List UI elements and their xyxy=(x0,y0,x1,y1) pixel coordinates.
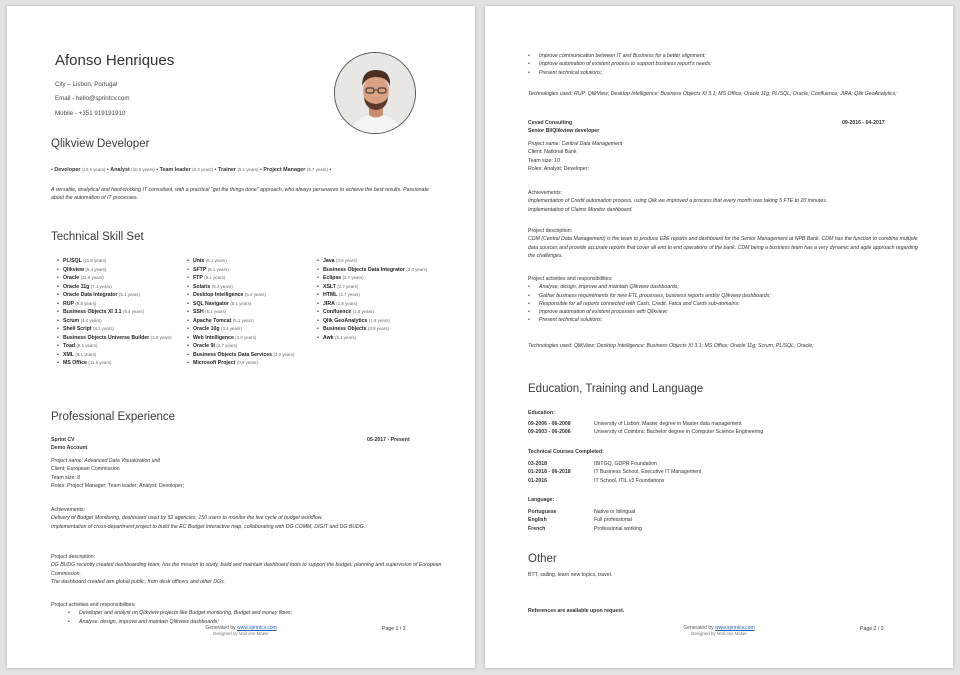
contact-email: Email - hello@sprintcv.com xyxy=(55,95,130,102)
skill-item xyxy=(55,308,183,317)
skill-item xyxy=(315,257,443,266)
role-years: (10.5 years) xyxy=(81,167,106,172)
skill-item xyxy=(185,317,313,326)
skill-years: (2.7 years) xyxy=(338,292,360,297)
education-row-key: 09-2006 - 06-2008 xyxy=(528,421,571,427)
skill-years: (5.4 years) xyxy=(244,292,266,297)
language-row-key: Portuguese xyxy=(528,509,557,515)
course-row xyxy=(528,468,928,476)
skill-years: (1.8 years) xyxy=(368,317,390,323)
skill-item xyxy=(185,266,313,275)
job2-title: Senior BI/Qlikview developer xyxy=(528,128,600,134)
skills-column-3 xyxy=(315,257,443,342)
role-name: Trainer xyxy=(218,167,237,173)
skill-item xyxy=(185,351,313,360)
skill-name: XSLT xyxy=(323,283,336,290)
skill-years: (5.4 years) xyxy=(122,309,144,314)
skill-item xyxy=(55,342,183,351)
skill-item xyxy=(185,342,313,351)
footer-link[interactable]: www.sprintcv.com xyxy=(237,625,277,631)
course-row-value: IT Business School, Executive IT Management xyxy=(594,469,702,476)
job1-achievements xyxy=(51,506,443,531)
activity-item: • Improve automation of existent processes with Qlikview; xyxy=(511,308,948,316)
skill-years: (5.4 years) xyxy=(211,283,233,289)
language-row xyxy=(528,508,928,516)
skill-years: (4.4 years) xyxy=(80,317,102,323)
job1-activities xyxy=(51,601,451,626)
course-row xyxy=(528,477,928,485)
skill-years: (2.7 years) xyxy=(337,283,359,289)
skills-column-1 xyxy=(55,257,183,368)
achievement-item: Delivery of Budget Monitoring, dashboard used by 52 agencies, 150 users to monitor the live cycle of budget workflow. xyxy=(51,515,323,522)
skill-years: (2.7 years) xyxy=(342,275,364,280)
skills-column-2 xyxy=(185,257,313,368)
job2-achievements xyxy=(528,189,928,214)
role-name: Analyst xyxy=(110,167,130,173)
skill-name: Oracle Data Integrator xyxy=(63,292,118,298)
activity-item: • Present technical solutions; xyxy=(511,69,931,77)
course-row-value: IBITGQ, GDPR Foundation xyxy=(594,461,657,467)
skill-years: (5.1 years) xyxy=(335,334,357,340)
footer-generated-text: Generated by xyxy=(683,625,714,631)
contact-city: City – Lisbon, Portugal xyxy=(55,81,118,88)
avatar xyxy=(334,52,416,134)
skill-years: (7.1 years) xyxy=(90,283,112,289)
role-name: Developer xyxy=(54,167,81,173)
education-label: Education: xyxy=(528,410,555,416)
skill-years: (0.8 years) xyxy=(236,360,258,365)
education-row-value: University of Coimbra: Bachelor degree in Computer Science Engineering xyxy=(594,429,764,436)
description-text: DG BUDG recently created dashboarding team, has the mission to study, build and maintain dashboard tools to support the budget, planning and supervision of European Commission. xyxy=(51,562,442,577)
skill-name: MS Office xyxy=(63,360,87,366)
course-row xyxy=(528,460,928,468)
skill-years: (1.8 years) xyxy=(352,309,374,314)
job2-description xyxy=(528,227,920,260)
skill-years: (8.1 years) xyxy=(93,326,114,331)
job1-title: Demo Account xyxy=(51,445,88,451)
skill-name: Qlikview xyxy=(63,266,85,273)
education-row-value: University of Lisbon: Master degree in Master data management xyxy=(594,421,742,427)
education-row xyxy=(528,420,928,428)
job1-technologies: Technologies used: RUP; QlikView; Desktop Intelligence; Business Objects XI 3.1; MS Office; Oracle 11g; PL/SQL; Oracle; Confluence; JIRA; Qlik GeoAnalytics; xyxy=(528,91,897,97)
activity-item: • Analyse, design, improve and maintain Qlikview dashboards; xyxy=(511,283,948,291)
skill-item xyxy=(55,266,183,275)
skill-years: (5.1 years) xyxy=(230,300,252,306)
job1-team-size: Team size: 8 xyxy=(51,474,81,481)
skill-years: (0.8 years) xyxy=(368,326,389,331)
footer-designed: Designed by Mail-ase Maker xyxy=(213,631,269,636)
skill-years: (3.0 years) xyxy=(273,351,295,357)
skill-years: (3.8 years) xyxy=(336,258,357,263)
skill-item xyxy=(185,291,313,300)
skill-name: Oracle 9i xyxy=(193,343,215,349)
profile-summary: A versatile, analytical and hard-working IT consultant, with a practical "get the things done" approach, who always perseveres to achieve the best results. Passionate about the automation of IT processes. xyxy=(51,187,429,202)
language-row-value: Full professional xyxy=(594,517,632,524)
job1-client: Client: European Commission xyxy=(51,466,120,473)
experience-heading: Professional Experience xyxy=(51,411,176,423)
achievements-label: Achievements: xyxy=(51,507,86,513)
references-note: References are available upon request. xyxy=(528,608,625,614)
skill-name: Business Objects Universe Builder xyxy=(63,334,150,341)
job1-company: Sprint CV xyxy=(51,437,75,443)
skill-item xyxy=(55,283,183,292)
skill-years: (11.6 years) xyxy=(80,275,104,280)
skill-item xyxy=(185,308,313,317)
skill-years: (3.8 years) xyxy=(150,334,172,340)
skill-item xyxy=(55,334,183,343)
language-row xyxy=(528,525,928,533)
skill-name: SSH xyxy=(193,309,204,315)
skill-item xyxy=(185,359,313,368)
language-row-key: French xyxy=(528,525,546,532)
language-list xyxy=(528,508,928,533)
skill-item xyxy=(185,283,313,292)
job1-activities-continued xyxy=(511,52,931,77)
skill-years: (9.8 years) xyxy=(75,300,97,306)
skill-item xyxy=(55,300,183,309)
activity-item: • Present technical solutions; xyxy=(511,316,948,324)
role-years: (5.7 years) xyxy=(306,167,328,172)
skill-years: (5.1 years) xyxy=(118,292,140,297)
language-row-key: English xyxy=(528,517,547,524)
skill-years: (3.0 years) xyxy=(406,266,428,272)
skill-years: (5.4 years) xyxy=(85,266,107,272)
skill-name: SFTP xyxy=(193,266,207,273)
person-photo-icon xyxy=(335,53,416,134)
skill-name: Solaris xyxy=(193,283,211,290)
language-row-value: Professional working xyxy=(594,525,642,532)
skill-name: Awk xyxy=(323,334,334,341)
job2-dates: 09-2016 - 04-2017 xyxy=(842,120,885,126)
job2-activities xyxy=(528,275,948,325)
skill-item xyxy=(315,274,443,283)
course-row-key: 01-2016 xyxy=(528,477,548,484)
skill-item xyxy=(185,274,313,283)
skill-item xyxy=(55,317,183,326)
job1-dates: 05-2017 - Present xyxy=(367,437,410,443)
footer-generated-text: Generated by xyxy=(205,625,236,631)
activity-item: • Analyse, design, improve and maintain Qlikview dashboards; xyxy=(51,618,451,626)
skill-name: Business Objects XI 3.1 xyxy=(63,309,122,315)
skill-name: Unix xyxy=(193,258,205,264)
description-text: CDM (Central Data Management) is the team to produce E2E reports and dashboard for the Senior Management at NPB Bank. CDM has the function to combine multiple data sources and provide accurate reports that cover all end to end operations of the bank. CDM being a business team has a very dynamic and agile approach regarding the challenges. xyxy=(528,236,918,259)
activity-item: • Gather business requirements for new ETL processes, business reports and/or Qlikview dashboards; xyxy=(511,292,948,300)
skill-item xyxy=(55,257,183,266)
activity-item: • Improve communication between IT and Business for a better alignment; xyxy=(511,52,931,60)
education-list xyxy=(528,420,928,437)
skill-name: JIRA xyxy=(323,300,335,307)
page-number: Page 2 / 2 xyxy=(860,626,884,632)
skill-item xyxy=(315,334,443,343)
skill-item xyxy=(55,325,183,334)
skill-item xyxy=(315,283,443,292)
page-2 xyxy=(485,6,953,668)
achievement-item: Implementation of Credit automation process, using Qlik we improved a process that every month was taking 5 FTE to 20 minutes. xyxy=(528,198,828,205)
skill-years: (5.1 years) xyxy=(205,309,227,314)
skill-years: (8.1 years) xyxy=(204,275,226,280)
skill-name: Oracle 10g xyxy=(193,326,220,332)
skill-item xyxy=(315,266,443,275)
role-years: (5.1 years) xyxy=(237,167,259,172)
skills-heading: Technical Skill Set xyxy=(51,231,144,243)
skill-years: (1.8 years) xyxy=(336,300,358,306)
skill-name: Java xyxy=(323,258,335,264)
language-row-value: Native or bilingual xyxy=(594,509,636,515)
skill-years: (8.1 years) xyxy=(76,343,98,348)
job2-project-name: Project name: Central Data Management xyxy=(528,141,623,147)
skill-name: Desktop Intelligence xyxy=(193,292,244,298)
skill-item xyxy=(55,351,183,360)
contact-mobile: Mobile - +351 919191910 xyxy=(55,110,126,117)
role-years: (8.3 years) xyxy=(192,167,214,172)
skill-name: Shell Script xyxy=(63,326,92,332)
education-row-key: 09-2003 - 06-2006 xyxy=(528,429,571,436)
skill-name: Scrum xyxy=(63,317,80,324)
skill-item xyxy=(185,257,313,266)
education-row xyxy=(528,428,928,436)
skill-item xyxy=(315,291,443,300)
education-heading: Education, Training and Language xyxy=(528,383,704,395)
skill-years: (8.1 years) xyxy=(205,258,227,263)
activities-label: Project activities and responsibilities: xyxy=(51,602,136,608)
skill-years: (8.1 years) xyxy=(207,266,229,272)
courses-label: Technical Courses Completed: xyxy=(528,449,604,455)
skill-years: (3.0 years) xyxy=(235,334,257,340)
achievement-item: Implementation of cross-department project to build the EC Budget Interactive map, collaborating with DG COMM, DIGIT and DG BUDG. xyxy=(51,523,366,530)
skill-name: Toad xyxy=(63,343,76,349)
skill-years: (11.6 years) xyxy=(83,258,107,263)
job-title-heading: Qlikview Developer xyxy=(51,138,150,150)
skill-name: XML xyxy=(63,351,74,358)
job2-team-size: Team size: 10 xyxy=(528,157,561,164)
skill-years: (5.1 years) xyxy=(232,317,254,323)
skill-name: Web Intelligence xyxy=(193,334,234,341)
skill-name: Business Objects Data Integrator xyxy=(323,266,405,273)
skill-item xyxy=(185,300,313,309)
job1-roles: Roles: Project Manager; Team leader; Analyst; Developer; xyxy=(51,482,185,489)
activity-item: • Developer and analyst on Qlikview projects like Budget monitoring, Budget and money flows; xyxy=(51,609,451,617)
page-1 xyxy=(7,6,475,668)
courses-list xyxy=(528,460,928,485)
job2-client: Client: National Bank xyxy=(528,149,577,156)
job2-roles: Roles: Analyst; Developer; xyxy=(528,165,589,172)
job2-company: Cevad Consulting xyxy=(528,120,573,126)
role-name: Team leader xyxy=(159,167,191,173)
skill-item xyxy=(315,308,443,317)
skill-name: Eclipse xyxy=(323,275,342,281)
skill-years: (3.4 years) xyxy=(220,326,242,331)
skill-item xyxy=(185,325,313,334)
skill-item xyxy=(315,325,443,334)
footer-link[interactable]: www.sprintcv.com xyxy=(715,625,755,631)
activity-item: • Responsible for all reports connected with Cash, Credit, Fatca and Cards sub-domains; xyxy=(511,300,948,308)
roles-summary: • Developer (10.5 years) • Analyst (10.5 years) • Team leader (8.3 years) • Trainer (5.1 years) • Project Manager (5.7 years) • xyxy=(51,167,332,173)
activities-label: Project activities and responsibilities: xyxy=(528,276,613,282)
achievements-label: Achievements: xyxy=(528,190,563,196)
description-label: Project description: xyxy=(51,554,96,560)
skill-name: Oracle 11g xyxy=(63,283,90,290)
skill-name: HTML xyxy=(323,292,338,298)
skill-name: SQL Navigator xyxy=(193,300,229,307)
course-row-key: 03-2018 xyxy=(528,461,548,467)
description-label: Project description: xyxy=(528,228,573,234)
skill-name: PL/SQL xyxy=(63,258,82,264)
other-text: BTT, sailing, learn new topics, travel. xyxy=(528,572,613,578)
skill-item xyxy=(315,317,443,326)
achievement-item: Implementation of Claims Monitor dashboard. xyxy=(528,206,633,213)
skill-item xyxy=(55,274,183,283)
skill-years: (2.7 years) xyxy=(216,343,238,348)
skill-name: RUP xyxy=(63,300,74,307)
skill-item xyxy=(55,291,183,300)
course-row-value: IT School, ITIL v3 Foundations xyxy=(594,477,665,484)
job2-details xyxy=(528,140,928,173)
skill-years: (11.6 years) xyxy=(88,360,112,365)
job1-description xyxy=(51,553,443,586)
job1-details xyxy=(51,457,451,490)
activity-item: • Improve automation of existent process to support business report's needs; xyxy=(511,60,931,68)
job1-project-name: Project name: Advanced Data Visualization unit xyxy=(51,458,161,464)
skill-item xyxy=(55,359,183,368)
role-name: Project Manager xyxy=(263,167,306,173)
other-heading: Other xyxy=(528,553,557,565)
skill-name: Qlik GeoAnalytics xyxy=(323,317,368,324)
skill-item xyxy=(315,300,443,309)
skill-name: Business Objects Data Services xyxy=(193,351,273,358)
skill-item xyxy=(185,334,313,343)
candidate-name: Afonso Henriques xyxy=(55,52,175,69)
description-text: The dashboard created aim global public, from desk officers and other DGs. xyxy=(51,578,226,585)
skill-years: (8.1 years) xyxy=(75,351,97,357)
skill-name: Microsoft Project xyxy=(193,360,236,366)
footer-designed: Designed by Mail-ase Maker xyxy=(691,631,747,636)
page-number: Page 1 / 2 xyxy=(382,626,406,632)
skill-name: Business Objects xyxy=(323,326,367,332)
role-years: (10.5 years) xyxy=(131,167,155,172)
skill-name: Oracle xyxy=(63,275,80,281)
skill-name: FTP xyxy=(193,275,203,281)
skill-name: Apache Tomcat xyxy=(193,317,232,324)
job2-technologies: Technologies used: QlikView; Desktop Intelligence; Business Objects XI 3.1; MS Office; Oracle 11g; Scrum; PL/SQL; Oracle; xyxy=(528,343,814,349)
language-row xyxy=(528,516,928,524)
language-label: Language: xyxy=(528,497,555,503)
skill-name: Confluence xyxy=(323,309,352,315)
course-row-key: 01-2018 - 06-2018 xyxy=(528,469,571,476)
